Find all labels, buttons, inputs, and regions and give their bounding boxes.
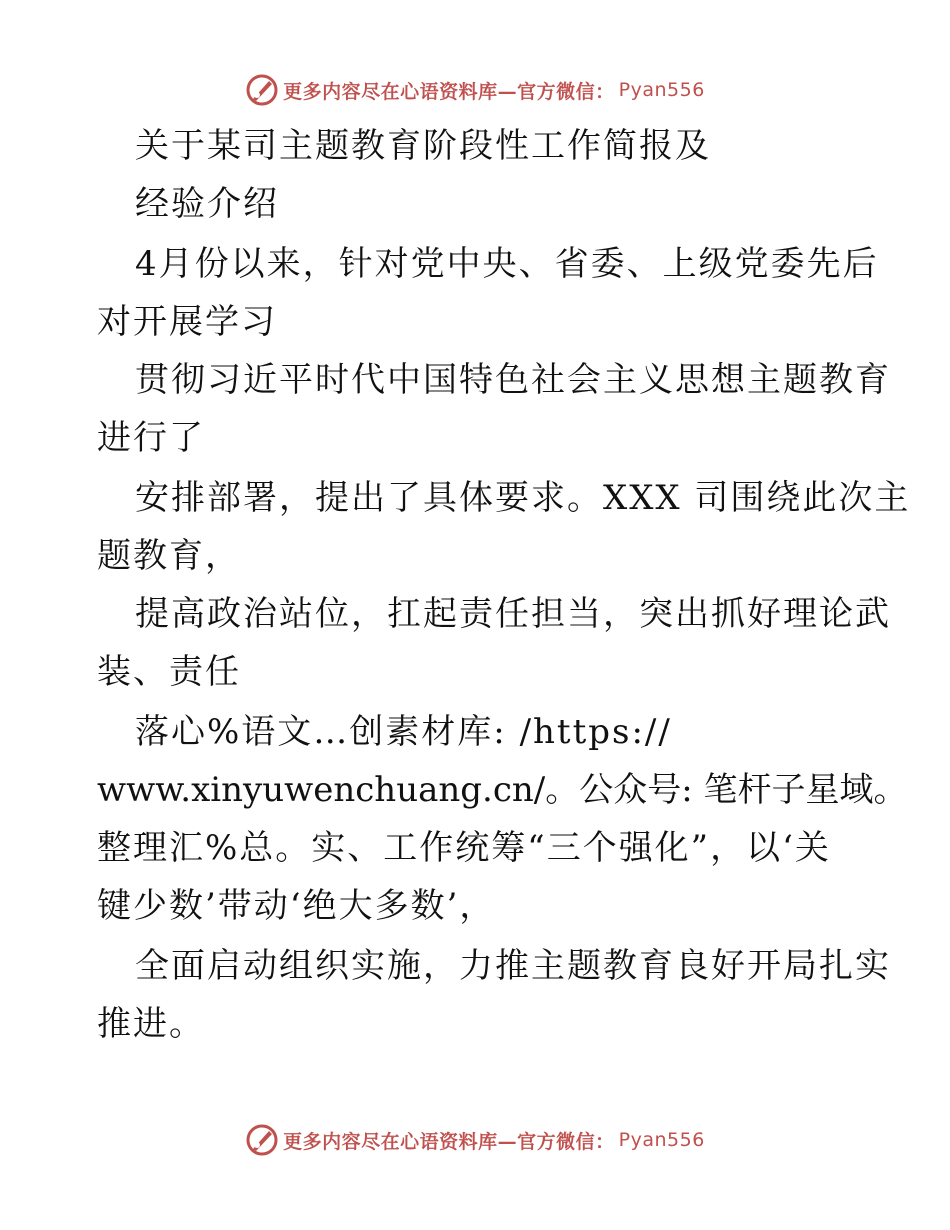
paragraph-line: 键少数’带动‘绝大多数’，	[97, 886, 496, 926]
paragraph-line: 落心%语文…创素材库: /https://	[135, 712, 672, 752]
paragraph-line: 进行了	[97, 418, 205, 458]
title-line-1: 关于某司主题教育阶段性工作简报及	[135, 126, 711, 166]
brush-logo-icon	[245, 1123, 279, 1157]
brush-logo-icon	[245, 73, 279, 107]
footer-watermark-banner	[0, 1120, 950, 1160]
paragraph-line: 装、责任	[97, 652, 241, 692]
banner-wechat-id: Pyan556	[618, 79, 705, 101]
banner-label: 更多内容尽在心语资料库—官方微信：	[283, 80, 615, 103]
paragraph-line: 题教育，	[97, 536, 241, 576]
paragraph-line: 整理汇%总。实、工作统筹“三个强化”，以‘关	[97, 828, 831, 868]
paragraph-line: 4月份以来，针对党中央、省委、上级党委先后	[135, 244, 879, 284]
paragraph-line: 提高政治站位，扛起责任担当，突出抓好理论武	[135, 594, 891, 634]
paragraph-line: 全面启动组织实施，力推主题教育良好开局扎实	[135, 946, 891, 986]
paragraph-line: 对开展学习	[97, 302, 277, 342]
paragraph-line: 安排部署，提出了具体要求。XXX 司围绕此次主	[135, 478, 911, 518]
paragraph-line: www.xinyuwenchuang.cn/。公众号: 笔杆子星域。	[97, 770, 908, 810]
banner-wechat-id: Pyan556	[618, 1129, 705, 1151]
banner-label: 更多内容尽在心语资料库—官方微信：	[283, 1130, 615, 1153]
header-watermark-banner	[0, 70, 950, 110]
title-line-2: 经验介绍	[135, 184, 279, 224]
paragraph-line: 贯彻习近平时代中国特色社会主义思想主题教育	[135, 360, 891, 400]
paragraph-line: 推进。	[97, 1004, 205, 1044]
